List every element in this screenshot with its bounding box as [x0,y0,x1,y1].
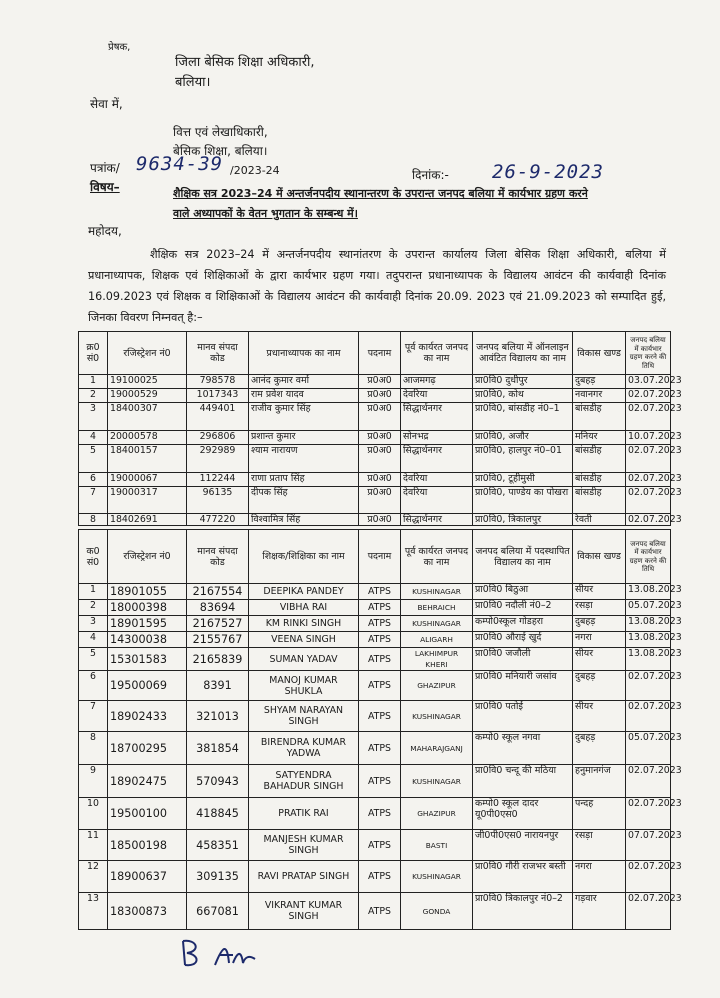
name-cell: राजीव कुमार सिंह [249,403,359,431]
registration-cell: 18400307 [108,403,187,431]
from-line-2: बलिया। [175,75,211,90]
name-cell: प्रशान्त कुमार [249,431,359,445]
previous-district-cell: GONDA [401,893,473,930]
hr-code-cell: 309135 [187,861,249,893]
previous-district-cell: सोनभद्र [401,431,473,445]
joining-date-cell: 10.07.2023 [626,431,671,445]
name-cell: राम प्रवेश यादव [249,389,359,403]
table-row [79,431,671,445]
designation-cell: ATPS [359,600,401,616]
date-handwritten: 26-9-2023 [492,161,604,183]
hr-code-cell: 798578 [187,375,249,389]
school-cell: प्रा0वि0 नदौली नं0–2 [473,600,573,616]
designation-cell: ATPS [359,830,401,861]
school-cell: प्रा0वि0, कोथ [473,389,573,403]
block-cell: नगरा [573,861,626,893]
designation-cell: ATPS [359,732,401,765]
designation-cell: प्र0अ0 [359,445,401,473]
block-cell: सीयर [573,701,626,732]
designation-cell: ATPS [359,648,401,671]
block-cell: नगरा [573,632,626,648]
table-row [79,701,671,732]
previous-district-cell: सिद्धार्थनगर [401,514,473,526]
to-label: सेवा में, [90,97,123,111]
table-row [79,389,671,403]
table-row [79,830,671,861]
block-cell: हनुमानगंज [573,765,626,798]
hr-code-cell: 381854 [187,732,249,765]
table1-header-reg: रजिस्ट्रेशन नं0 [108,332,187,375]
hr-code-cell: 667081 [187,893,249,930]
previous-district-cell: KUSHINAGAR [401,584,473,600]
block-cell: बांसडीह [573,445,626,473]
serial-cell: 7 [79,487,108,514]
previous-district-cell: GHAZIPUR [401,798,473,830]
designation-cell: ATPS [359,701,401,732]
designation-cell: ATPS [359,798,401,830]
block-cell: सीयर [573,584,626,600]
designation-cell: प्र0अ0 [359,403,401,431]
hr-code-cell: 321013 [187,701,249,732]
serial-cell: 9 [79,765,108,798]
name-cell: RAVI PRATAP SINGH [249,861,359,893]
table-row [79,584,671,600]
school-cell: जी0पी0एस0 नारायनपुर [473,830,573,861]
registration-cell: 15301583 [108,648,187,671]
date-label: दिनांक:- [412,168,449,182]
joining-date-cell: 05.07.2023 [626,732,671,765]
serial-cell: 12 [79,861,108,893]
registration-cell: 18402691 [108,514,187,526]
serial-cell: 5 [79,648,108,671]
serial-cell: 6 [79,671,108,701]
designation-cell: ATPS [359,671,401,701]
table1-header-date: जनपद बलिया में कार्यभार ग्रहण करने की तिथि [626,332,671,375]
registration-cell: 18500198 [108,830,187,861]
block-cell: मनियर [573,431,626,445]
registration-cell: 19500100 [108,798,187,830]
previous-district-cell: KUSHINAGAR [401,701,473,732]
school-cell: प्रा0वि0, हालपुर नं0–01 [473,445,573,473]
table-row [79,600,671,616]
serial-cell: 5 [79,445,108,473]
serial-cell: 11 [79,830,108,861]
school-cell: प्रा0वि0 दुधीपुर [473,375,573,389]
table-row [79,487,671,514]
school-cell: प्रा0वि0, पाण्डेय का पोखरा [473,487,573,514]
joining-date-cell: 02.07.2023 [626,701,671,732]
school-cell: प्रा0वि0 औराई खुर्द [473,632,573,648]
table-row [79,671,671,701]
serial-cell: 2 [79,600,108,616]
joining-date-cell: 02.07.2023 [626,445,671,473]
serial-cell: 1 [79,375,108,389]
registration-cell: 19000529 [108,389,187,403]
block-cell: दुबहड़ [573,671,626,701]
table2-header-code: मानव संपदा कोड [187,530,249,584]
registration-cell: 18400157 [108,445,187,473]
body-paragraph: शैक्षिक सत्र 2023–24 में अन्तर्जनपदीय स्थानांतरण के उपरान्त कार्यालय जिला बेसिक शिक्षा अधिकारी, बलिया में प्रधानाध्यापक, शिक्षक एवं शिक्षिकाओं के द्वारा कार्यभार ग्रहण गया। तदुपरान्त प्रधानाध्यापक के विद्यालय आवंटन की कार्यवाही दिनांक 16.09.2023 एवं शिक्षक व शिक्षिकाओं के विद्यालय आवंटन की कार्यवाही दिनांक 20.09. 2023 एवं 21.09.2023 को सम्पादित हुई, जिनका विवरण निम्नवत् है:– [88,248,666,324]
hr-code-cell: 418845 [187,798,249,830]
joining-date-cell: 02.07.2023 [626,487,671,514]
table2-header-date: जनपद बलिया में कार्यभार ग्रहण करने की तिथि [626,530,671,584]
registration-cell: 18300873 [108,893,187,930]
school-cell: प्रा0वि0, अजौर [473,431,573,445]
previous-district-cell: KUSHINAGAR [401,861,473,893]
to-line-2: बेसिक शिक्षा, बलिया। [173,144,268,158]
school-cell: प्रा0वि0, टूहीमुसी [473,473,573,487]
school-cell: प्रा0वि0 चन्दू की मठिया [473,765,573,798]
to-line-1: वित्त एवं लेखाधिकारी, [173,125,268,139]
name-cell: राणा प्रताप सिंह [249,473,359,487]
registration-cell: 18902433 [108,701,187,732]
serial-cell: 7 [79,701,108,732]
name-cell: विश्वामित्र सिंह [249,514,359,526]
hr-code-cell: 458351 [187,830,249,861]
hr-code-cell: 8391 [187,671,249,701]
school-cell: प्रा0वि0, त्रिकालपुर [473,514,573,526]
table2-header-sno: क0 सं0 [79,530,108,584]
previous-district-cell: आजमगढ़ [401,375,473,389]
serial-cell: 8 [79,732,108,765]
table1-header-school: जनपद बलिया में ऑनलाइन आवंटित विद्यालय का नाम [473,332,573,375]
school-cell: कम्पो0 स्कूल नगवा [473,732,573,765]
designation-cell: ATPS [359,893,401,930]
designation-cell: प्र0अ0 [359,389,401,403]
joining-date-cell: 13.08.2023 [626,616,671,632]
hr-code-cell: 96135 [187,487,249,514]
block-cell: रसड़ा [573,830,626,861]
table-row [79,732,671,765]
school-cell: प्रा0वि0, बांसडीह नं0–1 [473,403,573,431]
hr-code-cell: 112244 [187,473,249,487]
block-cell: बांसडीह [573,473,626,487]
designation-cell: प्र0अ0 [359,431,401,445]
registration-cell: 19500069 [108,671,187,701]
registration-cell: 18900637 [108,861,187,893]
registration-cell: 18700295 [108,732,187,765]
designation-cell: ATPS [359,861,401,893]
joining-date-cell: 02.07.2023 [626,514,671,526]
hr-code-cell: 292989 [187,445,249,473]
table-row [79,445,671,473]
previous-district-cell: GHAZIPUR [401,671,473,701]
serial-cell: 3 [79,616,108,632]
joining-date-cell: 13.08.2023 [626,584,671,600]
previous-district-cell: देवरिया [401,473,473,487]
table-row [79,403,671,431]
previous-district-cell: MAHARAJGANJ [401,732,473,765]
subject-line-2: वाले अध्यापकों के वेतन भुगतान के सम्बन्ध में। [173,207,358,220]
hr-code-cell: 1017343 [187,389,249,403]
salutation: महोदय, [88,224,122,238]
table1-header-code: मानव संपदा कोड [187,332,249,375]
joining-date-cell: 03.07.2023 [626,375,671,389]
name-cell: SUMAN YADAV [249,648,359,671]
name-cell: KM RINKI SINGH [249,616,359,632]
registration-cell: 20000578 [108,431,187,445]
previous-district-cell: KUSHINAGAR [401,616,473,632]
table-row [79,616,671,632]
block-cell: दुबहड़ [573,375,626,389]
table-row [79,861,671,893]
signature-mark [175,935,265,975]
name-cell: दीपक सिंह [249,487,359,514]
school-cell: प्रा0वि0 जजौली [473,648,573,671]
designation-cell: प्र0अ0 [359,375,401,389]
previous-district-cell: LAKHIMPUR KHERI [401,648,473,671]
table2-header-post: पदनाम [359,530,401,584]
registration-cell: 18902475 [108,765,187,798]
table2-header-reg: रजिस्ट्रेशन नं0 [108,530,187,584]
hr-code-cell: 296806 [187,431,249,445]
school-cell: प्रा0वि0 त्रिकालपुर नं0–2 [473,893,573,930]
name-cell: SHYAM NARAYAN SINGH [249,701,359,732]
registration-cell: 19000317 [108,487,187,514]
table2-header-name: शिक्षक/शिक्षिका का नाम [249,530,359,584]
block-cell: बांसडीह [573,403,626,431]
joining-date-cell: 02.07.2023 [626,389,671,403]
block-cell: बांसडीह [573,487,626,514]
hr-code-cell: 83694 [187,600,249,616]
table1-header-post: पदनाम [359,332,401,375]
previous-district-cell: देवरिया [401,389,473,403]
table1-header-sno: क्र0 सं0 [79,332,108,375]
patrank-label: पत्रांक/ [90,161,120,175]
school-cell: प्रा0वि0 गौरी राजभर बस्ती [473,861,573,893]
school-cell: प्रा0वि0 बिठुआ [473,584,573,600]
school-cell: कम्पो0स्कूल गोडहरा [473,616,573,632]
designation-cell: प्र0अ0 [359,473,401,487]
serial-cell: 8 [79,514,108,526]
subject-line-1: शैक्षिक सत्र 2023–24 में अन्तर्जनपदीय स्थानान्तरण के उपरान्त जनपद बलिया में कार्यभार ग्रहण करने [173,187,588,200]
registration-cell: 18901595 [108,616,187,632]
name-cell: BIRENDRA KUMAR YADWA [249,732,359,765]
block-cell: रसड़ा [573,600,626,616]
previous-district-cell: सिद्धार्थनगर [401,403,473,431]
table-row [79,893,671,930]
serial-cell: 2 [79,389,108,403]
registration-cell: 18000398 [108,600,187,616]
block-cell: नवानगर [573,389,626,403]
previous-district-cell: BEHRAICH [401,600,473,616]
joining-date-cell: 02.07.2023 [626,861,671,893]
subject-label: विषय– [90,180,120,194]
serial-cell: 4 [79,632,108,648]
from-line-1: जिला बेसिक शिक्षा अधिकारी, [175,55,315,70]
registration-cell: 19100025 [108,375,187,389]
previous-district-cell: देवरिया [401,487,473,514]
name-cell: MANOJ KUMAR SHUKLA [249,671,359,701]
registration-cell: 14300038 [108,632,187,648]
name-cell: SATYENDRA BAHADUR SINGH [249,765,359,798]
block-cell: दुबहड़ [573,732,626,765]
table1-header-name: प्रधानाध्यापक का नाम [249,332,359,375]
table2-header-prev: पूर्व कार्यरत जनपद का नाम [401,530,473,584]
serial-cell: 1 [79,584,108,600]
block-cell: सीयर [573,648,626,671]
previous-district-cell: सिद्धार्थनगर [401,445,473,473]
name-cell: MANJESH KUMAR SINGH [249,830,359,861]
patrank-handwritten: 9634-39 [136,153,224,175]
joining-date-cell: 13.08.2023 [626,632,671,648]
table1-header-row [79,332,671,375]
previous-district-cell: KUSHINAGAR [401,765,473,798]
joining-date-cell: 07.07.2023 [626,830,671,861]
table2-header-block: विकास खण्ड [573,530,626,584]
joining-date-cell: 02.07.2023 [626,671,671,701]
name-cell: आनंद कुमार वर्मा [249,375,359,389]
serial-cell: 6 [79,473,108,487]
joining-date-cell: 02.07.2023 [626,893,671,930]
from-label: प्रेषक, [108,42,131,53]
school-cell: प्रा0वि0 मनियारी जसांव [473,671,573,701]
table2-header-row [79,530,671,584]
table-row [79,648,671,671]
teacher-table [78,529,682,930]
block-cell: दुबहड़ [573,616,626,632]
block-cell: रेवती [573,514,626,526]
designation-cell: प्र0अ0 [359,514,401,526]
school-cell: कम्पो0 स्कूल दादर यू0पी0एस0 [473,798,573,830]
hr-code-cell: 2165839 [187,648,249,671]
hr-code-cell: 570943 [187,765,249,798]
registration-cell: 19000067 [108,473,187,487]
table2-header-school: जनपद बलिया में पदस्थापित विद्यालय का नाम [473,530,573,584]
table-row [79,765,671,798]
joining-date-cell: 02.07.2023 [626,798,671,830]
designation-cell: ATPS [359,584,401,600]
school-cell: प्रा0वि0 पतोई [473,701,573,732]
patrank-suffix: /2023-24 [230,164,280,177]
table1-header-block: विकास खण्ड [573,332,626,375]
joining-date-cell: 05.07.2023 [626,600,671,616]
serial-cell: 4 [79,431,108,445]
designation-cell: ATPS [359,765,401,798]
hr-code-cell: 2167527 [187,616,249,632]
name-cell: VEENA SINGH [249,632,359,648]
table-row [79,632,671,648]
hr-code-cell: 2155767 [187,632,249,648]
previous-district-cell: ALIGARH [401,632,473,648]
designation-cell: प्र0अ0 [359,487,401,514]
serial-cell: 10 [79,798,108,830]
block-cell: पन्दह [573,798,626,830]
joining-date-cell: 02.07.2023 [626,473,671,487]
headmaster-table [78,331,682,526]
name-cell: PRATIK RAI [249,798,359,830]
name-cell: VIKRANT KUMAR SINGH [249,893,359,930]
serial-cell: 13 [79,893,108,930]
designation-cell: ATPS [359,632,401,648]
designation-cell: ATPS [359,616,401,632]
hr-code-cell: 477220 [187,514,249,526]
block-cell: गड़वार [573,893,626,930]
table-row [79,375,671,389]
registration-cell: 18901055 [108,584,187,600]
name-cell: श्याम नारायण [249,445,359,473]
table1-header-prev: पूर्व कार्यरत जनपद का नाम [401,332,473,375]
table-row [79,473,671,487]
name-cell: VIBHA RAI [249,600,359,616]
hr-code-cell: 2167554 [187,584,249,600]
serial-cell: 3 [79,403,108,431]
hr-code-cell: 449401 [187,403,249,431]
joining-date-cell: 02.07.2023 [626,765,671,798]
table-row [79,798,671,830]
table-row [79,514,671,526]
joining-date-cell: 13.08.2023 [626,648,671,671]
joining-date-cell: 02.07.2023 [626,403,671,431]
previous-district-cell: BASTI [401,830,473,861]
name-cell: DEEPIKA PANDEY [249,584,359,600]
